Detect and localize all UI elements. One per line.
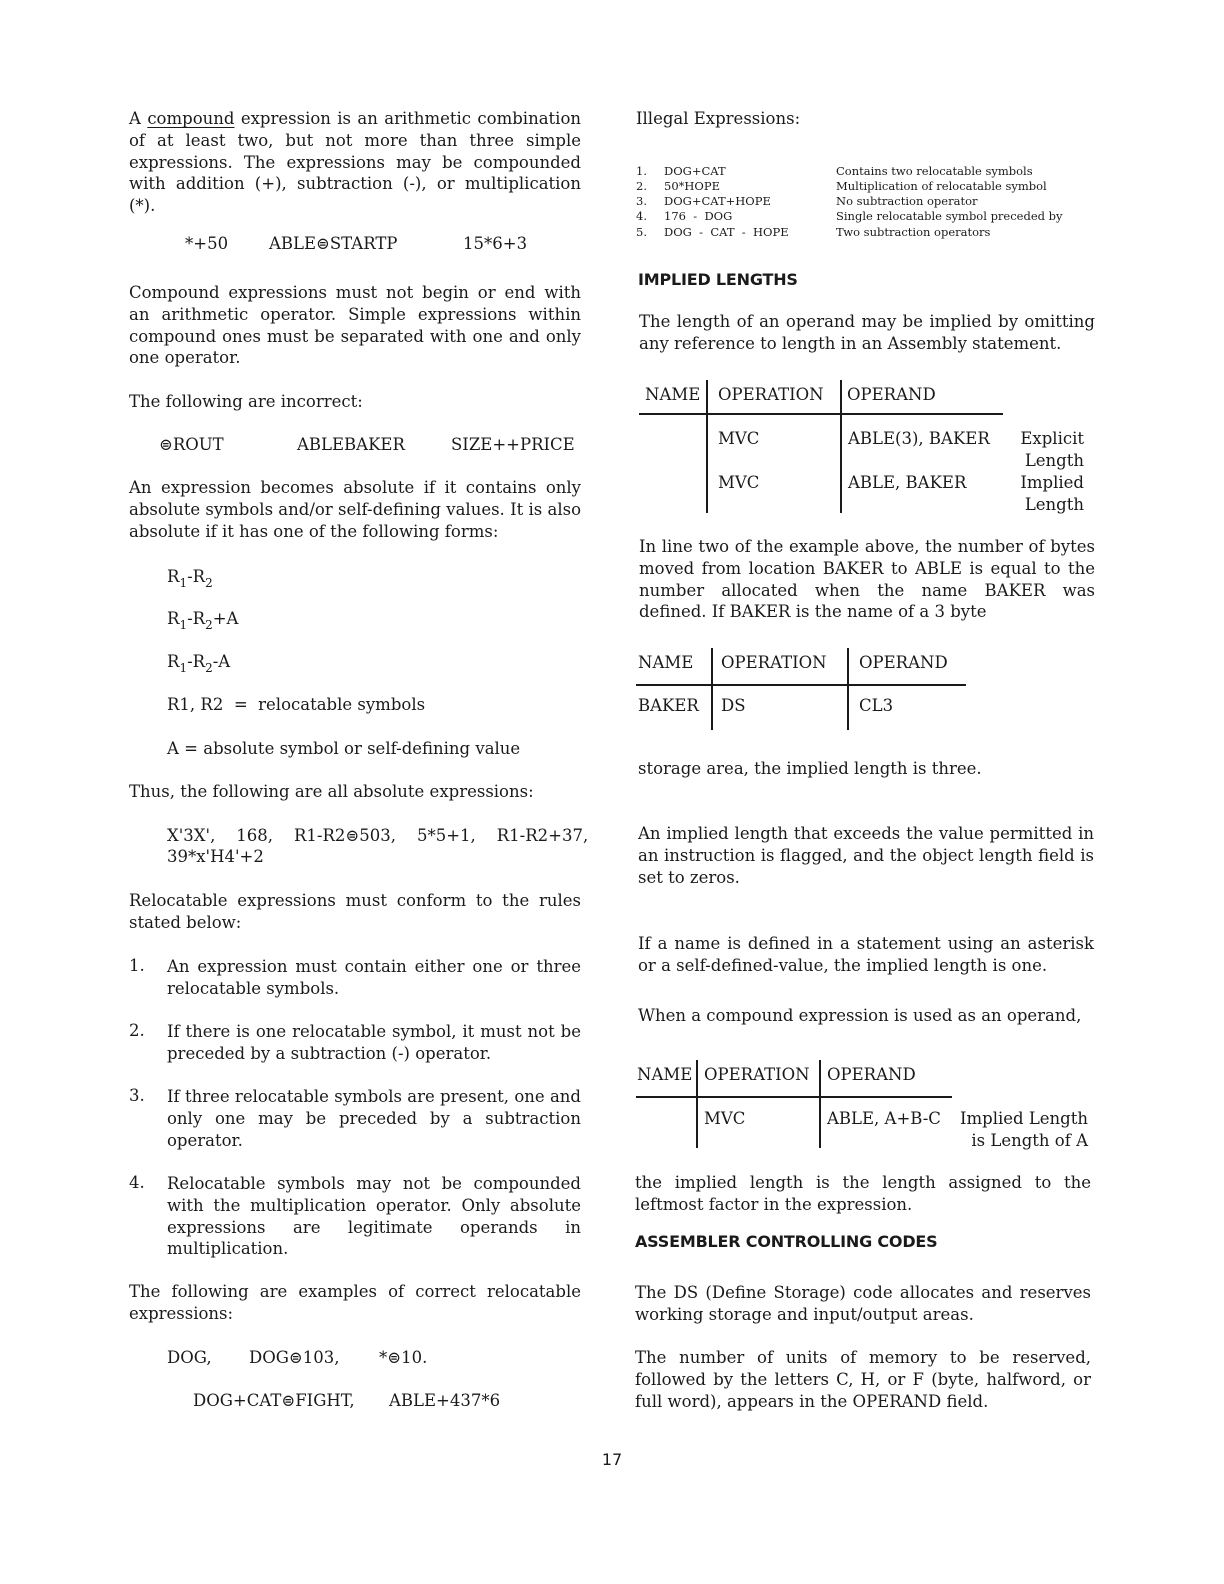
table-cell-operation: MVC — [718, 473, 760, 492]
table-cell-operand: CL3 — [859, 696, 894, 715]
absolute-examples-line-2: 39*x'H4'+2 — [167, 847, 264, 866]
ds-code-paragraph: The DS (Define Storage) code allocates and reserves working storage and input/output areas. — [635, 1283, 1091, 1324]
rule-text: If there is one relocatable symbol, it must not be preceded by a subtraction (-) operator. — [167, 1022, 581, 1063]
section-heading-implied-lengths: IMPLIED LENGTHS — [638, 270, 798, 289]
section-heading-assembler-controlling-codes: ASSEMBLER CONTROLLING CODES — [635, 1232, 938, 1251]
correct-relocatable-intro: The following are examples of correct relocatable expressions: — [129, 1282, 581, 1323]
table-cell-operand: ABLE, A+B-C — [827, 1109, 941, 1128]
table-cell-operation: DS — [721, 696, 746, 715]
compound-term: compound — [147, 109, 235, 128]
table-note-explicit: Explicit Length — [1020, 429, 1084, 470]
absolute-expression-paragraph: An expression becomes absolute if it contains only absolute symbols and/or self-defining values. It is also absolute if it has one of the following forms: — [129, 478, 581, 541]
table-cell-operand: ABLE, BAKER — [848, 473, 967, 492]
page-number: 17 — [601, 1450, 623, 1469]
rule-number: 2. — [129, 1021, 145, 1040]
form-r1-r2: $R_1-R_2$ — [167, 567, 213, 590]
example-compound-3: 15*6+3 — [463, 234, 528, 253]
table-header-operand: OPERAND — [859, 653, 948, 672]
form-r1-r2-plus-a: $R_1-R_2+A$ — [167, 609, 239, 632]
units-of-memory-paragraph: The number of units of memory to be reserved, followed by the letters C, H, or F (byte, halfword, or full word), appears in the OPERAND field. — [635, 1348, 1091, 1411]
illegal-row: 5. DOG - CAT - HOPE Two subtraction operators — [636, 225, 991, 239]
table-divider — [696, 1060, 698, 1148]
rule-text: An expression must contain either one or three relocatable symbols. — [167, 957, 581, 998]
storage-area-paragraph: storage area, the implied length is three. — [638, 759, 982, 778]
article: A — [129, 109, 141, 128]
incorrect-example-3: SIZE++PRICE — [451, 435, 575, 454]
table-divider — [840, 380, 842, 513]
illegal-row: 3. DOG+CAT+HOPE No subtraction operator — [636, 194, 978, 208]
table-header-operand: OPERAND — [827, 1065, 916, 1084]
rule-number: 3. — [129, 1086, 145, 1105]
table-header-operation: OPERATION — [721, 653, 827, 672]
table-cell-name: BAKER — [638, 696, 699, 715]
illegal-row: 1. DOG+CAT Contains two relocatable symbols — [636, 164, 1033, 178]
absolute-examples-intro: Thus, the following are all absolute expressions: — [129, 782, 534, 801]
incorrect-intro: The following are incorrect: — [129, 392, 363, 411]
rule-text: If three relocatable symbols are present, one and only one may be preceded by a subtraction operator. — [167, 1087, 581, 1150]
illegal-expressions-title: Illegal Expressions: — [636, 109, 801, 128]
relocatable-example-4: DOG+CAT⊜FIGHT, — [193, 1391, 355, 1410]
compound-rules-paragraph: Compound expressions must not begin or end with an arithmetic operator. Simple expressions within compound ones must be separated with one and only one operator. — [129, 283, 581, 368]
table-header-name: NAME — [638, 653, 694, 672]
compound-operand-paragraph: When a compound expression is used as an operand, — [638, 1006, 1082, 1025]
definition-r1-r2: R1, R2 = relocatable symbols — [167, 695, 426, 714]
table-rule — [636, 684, 966, 686]
incorrect-example-1: ⊜ROUT — [159, 435, 224, 454]
relocatable-example-2: DOG⊜103, — [249, 1348, 340, 1367]
table-header-operation: OPERATION — [718, 385, 824, 404]
table-header-operation: OPERATION — [704, 1065, 810, 1084]
table-note-implied: Implied Length — [1020, 473, 1084, 514]
incorrect-example-2: ABLEBAKER — [297, 435, 405, 454]
example-compound-2: ABLE⊜STARTP — [269, 234, 398, 253]
illegal-row: 2. 50*HOPE Multiplication of relocatable symbol — [636, 179, 1047, 193]
table-cell-operation: MVC — [704, 1109, 746, 1128]
table-header-name: NAME — [637, 1065, 693, 1084]
absolute-examples-line-1: X'3X', 168, R1-R2⊜503, 5*5+1, R1-R2+37, — [167, 826, 589, 845]
implied-lengths-paragraph: The length of an operand may be implied by omitting any reference to length in an Assembly statement. — [639, 312, 1095, 353]
rule-number: 1. — [129, 956, 145, 975]
illegal-row: 4. 176 - DOG Single relocatable symbol preceded by — [636, 209, 1063, 223]
table-header-name: NAME — [645, 385, 701, 404]
example-compound-1: *+50 — [185, 234, 229, 253]
table-divider — [819, 1060, 821, 1148]
table-divider — [706, 380, 708, 513]
relocatable-example-1: DOG, — [167, 1348, 212, 1367]
table-cell-operation: MVC — [718, 429, 760, 448]
relocatable-example-3: *⊜10. — [379, 1348, 428, 1367]
leftmost-factor-paragraph: the implied length is the length assigned to the leftmost factor in the expression. — [635, 1173, 1091, 1214]
table-note-implied-length: Implied Length is Length of A — [959, 1109, 1088, 1150]
flagged-length-paragraph: An implied length that exceeds the value permitted in an instruction is flagged, and the object length field is set to zeros. — [638, 824, 1094, 887]
table-rule — [639, 413, 1003, 415]
table-divider — [711, 648, 713, 730]
relocatable-example-5: ABLE+437*6 — [389, 1391, 501, 1410]
definition-a: A = absolute symbol or self-defining value — [167, 739, 521, 758]
table-divider — [847, 648, 849, 730]
compound-definition-paragraph — [129, 108, 581, 217]
relocatable-rules-intro: Relocatable expressions must conform to the rules stated below: — [129, 891, 581, 932]
table-cell-operand: ABLE(3), BAKER — [848, 429, 990, 448]
table-header-operand: OPERAND — [847, 385, 936, 404]
line-two-paragraph: In line two of the example above, the number of bytes moved from location BAKER to ABLE is equal to the number allocated when the name BAKER was defined. If BAKER is the name of a 3 byte — [639, 537, 1095, 622]
table-rule — [636, 1096, 952, 1098]
rule-number: 4. — [129, 1173, 145, 1192]
rule-text: Relocatable symbols may not be compounded with the multiplication operator. Only absolute expressions are legitimate operands in multiplication. — [167, 1174, 581, 1259]
compound-definition-text: expression is an arithmetic combination of at least two, but not more than three simple expressions. The expressions may be compounded with addition (+), subtraction (-), or multiplication (*). — [129, 109, 582, 216]
asterisk-paragraph: If a name is defined in a statement using an asterisk or a self-defined-value, the implied length is one. — [638, 934, 1094, 975]
form-r1-r2-minus-a: $R_1-R_2-A$ — [167, 652, 231, 675]
